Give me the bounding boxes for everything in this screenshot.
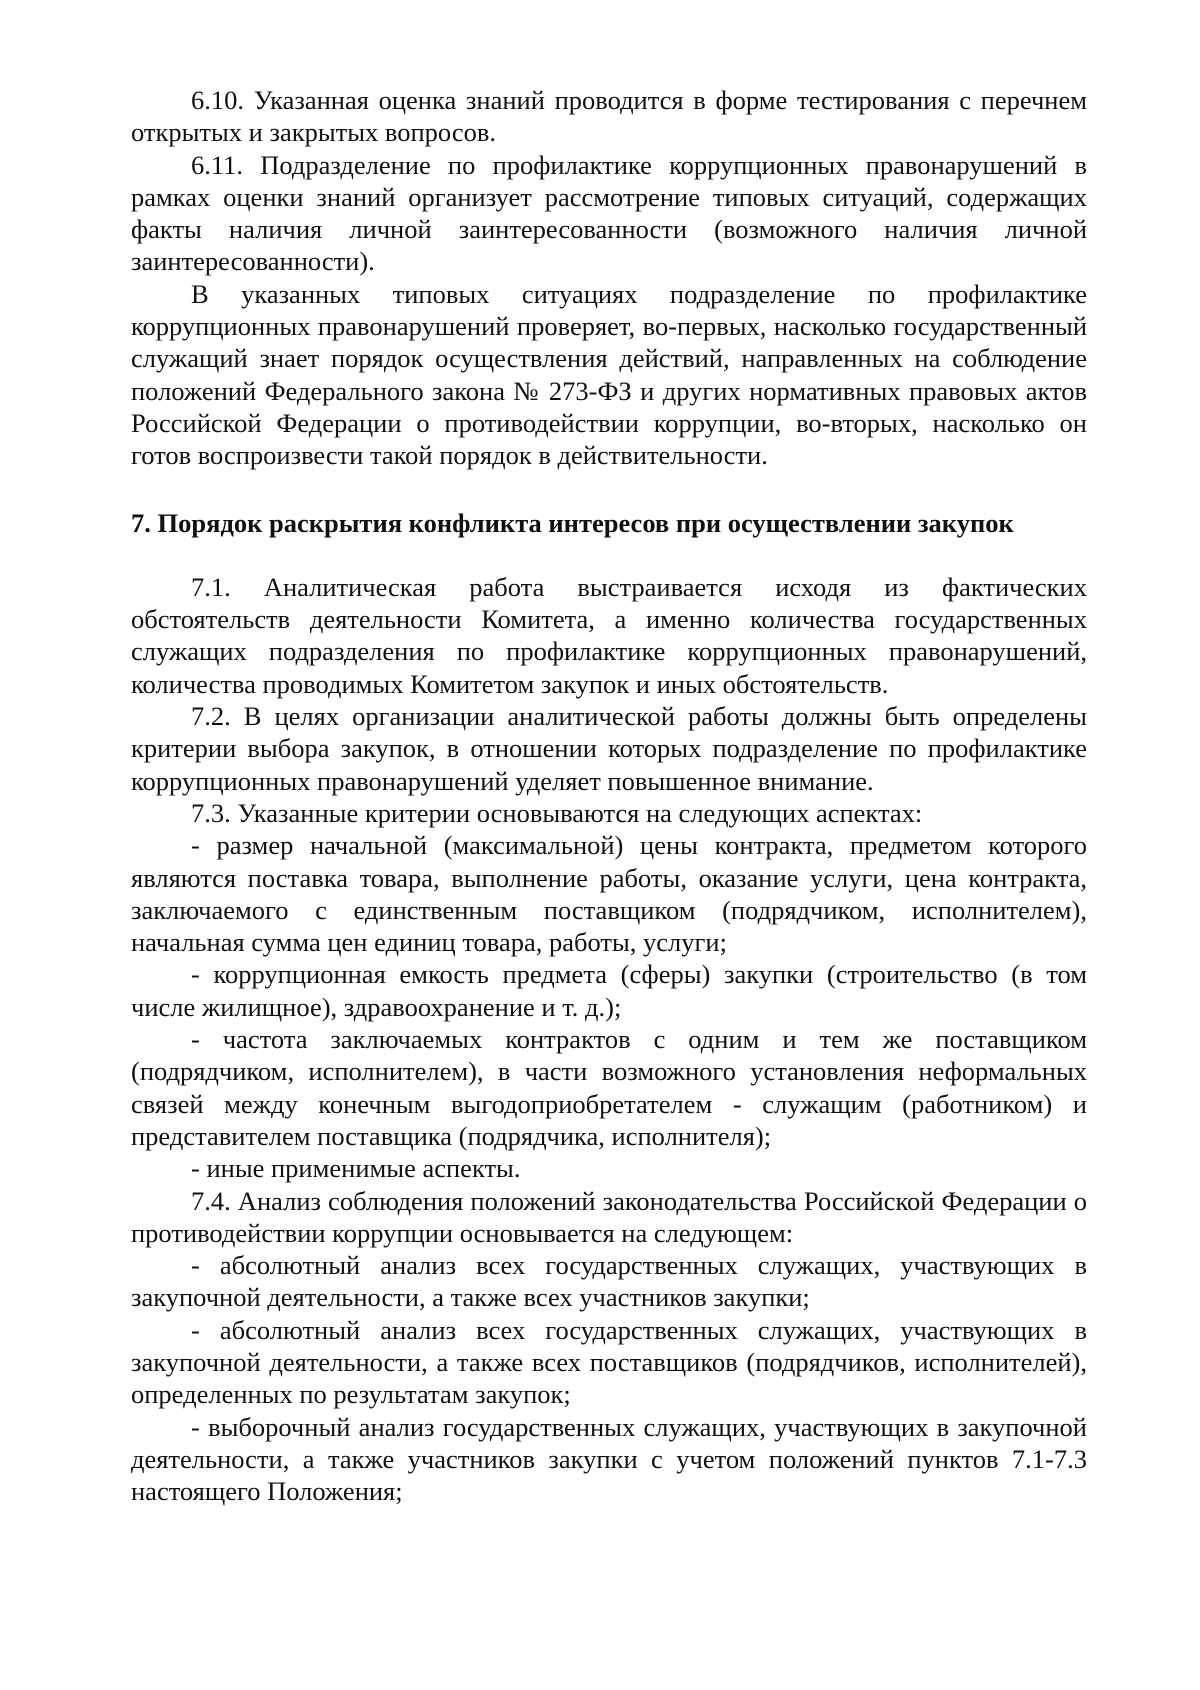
list-item-other-aspects: - иные применимые аспекты. — [191, 1153, 521, 1184]
paragraph-7-3: 7.3. Указанные критерии основываются на следующих аспектах: — [191, 797, 923, 828]
list-item-price-size: - размер начальной (максимальной) цены контракта, предметом которого являются поставка товара, выполнение работы, оказание услуги, цена контракта, заключаемого с единственным поставщиком (подрядчиком, исполнителем), начальная сумма цен единиц товара, работы, услуги; — [131, 830, 1087, 958]
list-item-contract-frequency: - частота заключаемых контрактов с одним и тем же поставщиком (подрядчиком, исполнителем), в части возможного установления неформальных связей между конечным выгодоприобретателем - служащим (работником) и представителем поставщика (подрядчика, исполнителя); — [131, 1024, 1087, 1151]
list-item-absolute-analysis-suppliers: - абсолютный анализ всех государственных служащих, участвующих в закупочной деятельности, а также всех поставщиков (подрядчиков, исполнителей), определенных по результатам закупок; — [131, 1314, 1087, 1410]
paragraph-6-11: 6.11. Подразделение по профилактике коррупционных правонарушений в рамках оценки знаний организует рассмотрение типовых ситуаций, содержащих факты наличия личной заинтересованности (возможного наличия личной заинтересованности). — [131, 149, 1087, 277]
paragraph-6-10: 6.10. Указанная оценка знаний проводится в форме тестирования с перечнем открытых и закрытых вопросов. — [131, 85, 1087, 148]
paragraph-7-2: 7.2. В целях организации аналитической работы должны быть определены критерии выбора закупок, в отношении которых подразделение по профилактике коррупционных правонарушений уделяет повышенное внимание. — [131, 701, 1087, 796]
paragraph-7-4: 7.4. Анализ соблюдения положений законодательства Российской Федерации о противодействии коррупции основывается на следующем: — [131, 1185, 1087, 1248]
list-item-corruption-capacity: - коррупционная емкость предмета (сферы) закупки (строительство (в том числе жилищное), здравоохранение и т. д.); — [131, 959, 1087, 1022]
list-item-absolute-analysis-participants: - абсолютный анализ всех государственных служащих, участвующих в закупочной деятельности, а также всех участников закупки; — [131, 1250, 1087, 1313]
document-page — [131, 84, 1087, 1507]
paragraph-typical-situations: В указанных типовых ситуациях подразделение по профилактике коррупционных правонарушений проверяет, во-первых, насколько государственный служащий знает порядок осуществления действий, направленных на соблюдение положений Федерального закона № 273-ФЗ и других нормативных правовых актов Российской Федерации о противодействии коррупции, во-вторых, насколько он готов воспроизвести такой порядок в действительности. — [131, 278, 1087, 471]
paragraph-7-1: 7.1. Аналитическая работа выстраивается исходя из фактических обстоятельств деятельности Комитета, а именно количества государственных служащих подразделения по профилактике коррупционных правонарушений, количества проводимых Комитетом закупок и иных обстоятельств. — [131, 571, 1087, 699]
section-heading-7: 7. Порядок раскрытия конфликта интересов при осуществлении закупок — [131, 507, 1014, 538]
list-item-selective-analysis: - выборочный анализ государственных служащих, участвующих в закупочной деятельности, а также участников закупки с учетом положений пунктов 7.1-7.3 настоящего Положения; — [131, 1411, 1087, 1507]
